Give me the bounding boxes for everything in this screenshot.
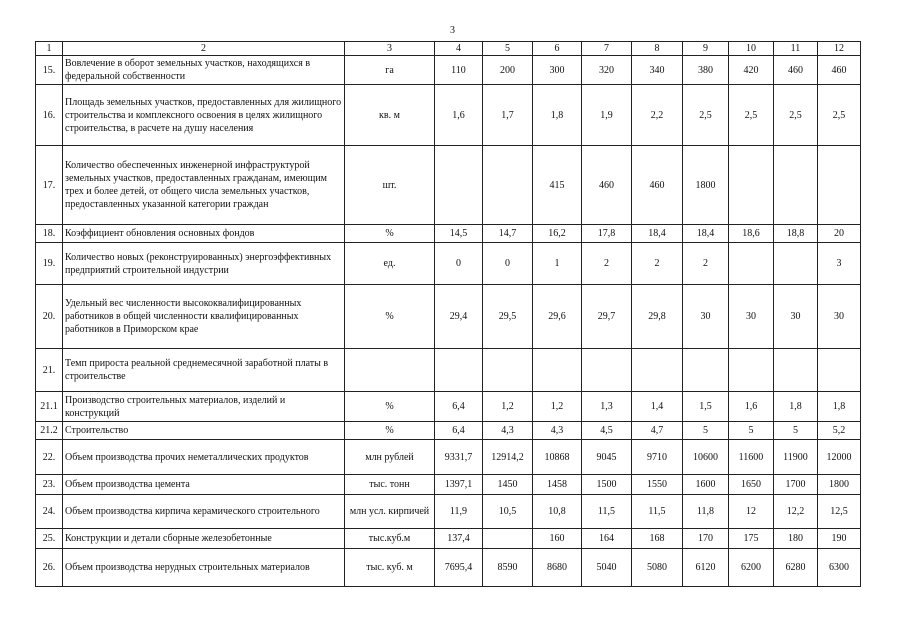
value-cell: 11600 bbox=[729, 440, 774, 475]
header-cell: 6 bbox=[533, 42, 582, 56]
value-cell: 1,8 bbox=[774, 392, 818, 422]
value-cell: 200 bbox=[483, 56, 533, 85]
value-cell: 2 bbox=[632, 243, 683, 285]
indicator-name: Площадь земельных участков, предоставленных для жилищного строительства и комплексного освоения в целях жилищного строительства, в расчете на душу населения bbox=[63, 85, 345, 146]
value-cell: 6280 bbox=[774, 549, 818, 587]
value-cell: 460 bbox=[632, 146, 683, 225]
table-row bbox=[36, 85, 861, 146]
value-cell: 460 bbox=[774, 56, 818, 85]
value-cell: 30 bbox=[774, 285, 818, 349]
header-cell: 9 bbox=[683, 42, 729, 56]
value-cell: 29,6 bbox=[533, 285, 582, 349]
indicators-table bbox=[35, 41, 861, 587]
unit-cell: шт. bbox=[345, 146, 435, 225]
value-cell: 30 bbox=[683, 285, 729, 349]
value-cell: 11,9 bbox=[435, 495, 483, 529]
value-cell: 1800 bbox=[818, 475, 861, 495]
value-cell bbox=[483, 349, 533, 392]
value-cell: 5 bbox=[683, 422, 729, 440]
indicator-name: Вовлечение в оборот земельных участков, находящихся в федеральной собственности bbox=[63, 56, 345, 85]
unit-cell: % bbox=[345, 392, 435, 422]
value-cell bbox=[774, 243, 818, 285]
value-cell: 1458 bbox=[533, 475, 582, 495]
row-number: 21. bbox=[36, 349, 63, 392]
indicator-name: Объем производства цемента bbox=[63, 475, 345, 495]
value-cell bbox=[729, 146, 774, 225]
value-cell: 0 bbox=[435, 243, 483, 285]
value-cell: 2,5 bbox=[729, 85, 774, 146]
value-cell: 168 bbox=[632, 529, 683, 549]
table-row bbox=[36, 285, 861, 349]
unit-cell: млн рублей bbox=[345, 440, 435, 475]
value-cell: 1 bbox=[533, 243, 582, 285]
header-row bbox=[36, 42, 861, 56]
value-cell: 1,6 bbox=[435, 85, 483, 146]
value-cell: 12,2 bbox=[774, 495, 818, 529]
value-cell: 420 bbox=[729, 56, 774, 85]
value-cell: 190 bbox=[818, 529, 861, 549]
value-cell: 2,5 bbox=[774, 85, 818, 146]
row-number: 21.2 bbox=[36, 422, 63, 440]
value-cell: 14,7 bbox=[483, 225, 533, 243]
value-cell: 11,5 bbox=[582, 495, 632, 529]
value-cell: 160 bbox=[533, 529, 582, 549]
value-cell: 415 bbox=[533, 146, 582, 225]
value-cell bbox=[435, 349, 483, 392]
value-cell bbox=[774, 349, 818, 392]
header-cell: 4 bbox=[435, 42, 483, 56]
value-cell: 320 bbox=[582, 56, 632, 85]
value-cell: 2 bbox=[582, 243, 632, 285]
row-number: 26. bbox=[36, 549, 63, 587]
indicator-name: Объем производства нерудных строительных материалов bbox=[63, 549, 345, 587]
table-row bbox=[36, 422, 861, 440]
value-cell: 14,5 bbox=[435, 225, 483, 243]
indicator-name: Темп прироста реальной среднемесячной заработной платы в строительстве bbox=[63, 349, 345, 392]
value-cell: 8590 bbox=[483, 549, 533, 587]
unit-cell: % bbox=[345, 422, 435, 440]
indicator-name: Коэффициент обновления основных фондов bbox=[63, 225, 345, 243]
value-cell: 1700 bbox=[774, 475, 818, 495]
table-row bbox=[36, 529, 861, 549]
value-cell: 12,5 bbox=[818, 495, 861, 529]
value-cell: 5040 bbox=[582, 549, 632, 587]
value-cell: 9331,7 bbox=[435, 440, 483, 475]
value-cell: 30 bbox=[729, 285, 774, 349]
value-cell: 1550 bbox=[632, 475, 683, 495]
value-cell: 460 bbox=[582, 146, 632, 225]
indicator-name: Конструкции и детали сборные железобетонные bbox=[63, 529, 345, 549]
indicator-name: Удельный вес численности высококвалифицированных работников в общей численности квалифицированных работников в Приморском крае bbox=[63, 285, 345, 349]
value-cell: 3 bbox=[818, 243, 861, 285]
value-cell: 10,5 bbox=[483, 495, 533, 529]
value-cell: 6120 bbox=[683, 549, 729, 587]
unit-cell: тыс.куб.м bbox=[345, 529, 435, 549]
value-cell: 1,8 bbox=[533, 85, 582, 146]
row-number: 19. bbox=[36, 243, 63, 285]
value-cell: 2 bbox=[683, 243, 729, 285]
value-cell: 4,7 bbox=[632, 422, 683, 440]
value-cell: 1650 bbox=[729, 475, 774, 495]
value-cell: 1,7 bbox=[483, 85, 533, 146]
header-cell: 5 bbox=[483, 42, 533, 56]
value-cell bbox=[533, 349, 582, 392]
indicator-name: Строительство bbox=[63, 422, 345, 440]
value-cell: 29,8 bbox=[632, 285, 683, 349]
header-cell: 10 bbox=[729, 42, 774, 56]
value-cell: 18,4 bbox=[683, 225, 729, 243]
value-cell bbox=[683, 349, 729, 392]
value-cell bbox=[483, 146, 533, 225]
value-cell: 300 bbox=[533, 56, 582, 85]
value-cell: 4,3 bbox=[533, 422, 582, 440]
value-cell: 1,4 bbox=[632, 392, 683, 422]
value-cell: 460 bbox=[818, 56, 861, 85]
value-cell bbox=[435, 146, 483, 225]
value-cell: 17,8 bbox=[582, 225, 632, 243]
value-cell: 164 bbox=[582, 529, 632, 549]
value-cell: 1,8 bbox=[818, 392, 861, 422]
header-cell: 7 bbox=[582, 42, 632, 56]
row-number: 25. bbox=[36, 529, 63, 549]
value-cell: 5 bbox=[729, 422, 774, 440]
value-cell: 9045 bbox=[582, 440, 632, 475]
value-cell: 1500 bbox=[582, 475, 632, 495]
value-cell: 175 bbox=[729, 529, 774, 549]
table-row bbox=[36, 349, 861, 392]
value-cell: 340 bbox=[632, 56, 683, 85]
value-cell: 5 bbox=[774, 422, 818, 440]
value-cell: 1,6 bbox=[729, 392, 774, 422]
value-cell: 1800 bbox=[683, 146, 729, 225]
indicator-name: Количество обеспеченных инженерной инфраструктурой земельных участков, предоставленных гражданам, имеющим трех и более детей, от общего числа земельных участков, предоставленных указанной категории граждан bbox=[63, 146, 345, 225]
value-cell bbox=[818, 146, 861, 225]
value-cell: 180 bbox=[774, 529, 818, 549]
unit-cell: га bbox=[345, 56, 435, 85]
row-number: 18. bbox=[36, 225, 63, 243]
indicator-name: Объем производства прочих неметаллических продуктов bbox=[63, 440, 345, 475]
table-row bbox=[36, 549, 861, 587]
value-cell: 5080 bbox=[632, 549, 683, 587]
header-cell: 8 bbox=[632, 42, 683, 56]
header-cell: 12 bbox=[818, 42, 861, 56]
value-cell: 6,4 bbox=[435, 422, 483, 440]
value-cell: 20 bbox=[818, 225, 861, 243]
value-cell: 10868 bbox=[533, 440, 582, 475]
value-cell: 11900 bbox=[774, 440, 818, 475]
value-cell: 11,8 bbox=[683, 495, 729, 529]
header-cell: 11 bbox=[774, 42, 818, 56]
row-number: 23. bbox=[36, 475, 63, 495]
value-cell: 9710 bbox=[632, 440, 683, 475]
value-cell: 4,3 bbox=[483, 422, 533, 440]
value-cell: 6200 bbox=[729, 549, 774, 587]
table-row bbox=[36, 56, 861, 85]
value-cell: 4,5 bbox=[582, 422, 632, 440]
value-cell: 11,5 bbox=[632, 495, 683, 529]
value-cell bbox=[729, 243, 774, 285]
value-cell: 12914,2 bbox=[483, 440, 533, 475]
value-cell: 8680 bbox=[533, 549, 582, 587]
table-row bbox=[36, 475, 861, 495]
value-cell: 10,8 bbox=[533, 495, 582, 529]
page-number: 3 bbox=[450, 25, 455, 36]
value-cell: 0 bbox=[483, 243, 533, 285]
value-cell: 29,4 bbox=[435, 285, 483, 349]
row-number: 16. bbox=[36, 85, 63, 146]
value-cell: 6,4 bbox=[435, 392, 483, 422]
indicator-name: Количество новых (реконструированных) энергоэффективных предприятий строительной индустрии bbox=[63, 243, 345, 285]
row-number: 24. bbox=[36, 495, 63, 529]
value-cell bbox=[818, 349, 861, 392]
unit-cell: ед. bbox=[345, 243, 435, 285]
value-cell: 1,3 bbox=[582, 392, 632, 422]
value-cell: 12000 bbox=[818, 440, 861, 475]
value-cell: 1450 bbox=[483, 475, 533, 495]
value-cell bbox=[729, 349, 774, 392]
value-cell: 2,2 bbox=[632, 85, 683, 146]
value-cell: 12 bbox=[729, 495, 774, 529]
value-cell: 1,2 bbox=[483, 392, 533, 422]
unit-cell: % bbox=[345, 285, 435, 349]
value-cell: 1,2 bbox=[533, 392, 582, 422]
value-cell: 1600 bbox=[683, 475, 729, 495]
value-cell: 2,5 bbox=[683, 85, 729, 146]
value-cell: 18,6 bbox=[729, 225, 774, 243]
header-cell: 1 bbox=[36, 42, 63, 56]
header-cell: 2 bbox=[63, 42, 345, 56]
value-cell: 16,2 bbox=[533, 225, 582, 243]
row-number: 21.1 bbox=[36, 392, 63, 422]
indicator-name: Производство строительных материалов, изделий и конструкций bbox=[63, 392, 345, 422]
indicator-name: Объем производства кирпича керамического строительного bbox=[63, 495, 345, 529]
row-number: 17. bbox=[36, 146, 63, 225]
unit-cell: тыс. тонн bbox=[345, 475, 435, 495]
value-cell: 110 bbox=[435, 56, 483, 85]
value-cell bbox=[483, 529, 533, 549]
unit-cell: тыс. куб. м bbox=[345, 549, 435, 587]
unit-cell: кв. м bbox=[345, 85, 435, 146]
unit-cell: % bbox=[345, 225, 435, 243]
table-row bbox=[36, 392, 861, 422]
unit-cell: млн усл. кирпичей bbox=[345, 495, 435, 529]
value-cell bbox=[774, 146, 818, 225]
table-body bbox=[36, 42, 861, 587]
row-number: 22. bbox=[36, 440, 63, 475]
table-row bbox=[36, 146, 861, 225]
header-cell: 3 bbox=[345, 42, 435, 56]
table-row bbox=[36, 495, 861, 529]
value-cell: 29,7 bbox=[582, 285, 632, 349]
value-cell: 7695,4 bbox=[435, 549, 483, 587]
value-cell: 2,5 bbox=[818, 85, 861, 146]
value-cell: 1,5 bbox=[683, 392, 729, 422]
value-cell: 137,4 bbox=[435, 529, 483, 549]
value-cell: 170 bbox=[683, 529, 729, 549]
value-cell: 1397,1 bbox=[435, 475, 483, 495]
unit-cell bbox=[345, 349, 435, 392]
table-row bbox=[36, 440, 861, 475]
value-cell: 30 bbox=[818, 285, 861, 349]
value-cell: 18,4 bbox=[632, 225, 683, 243]
value-cell: 380 bbox=[683, 56, 729, 85]
value-cell: 1,9 bbox=[582, 85, 632, 146]
value-cell: 29,5 bbox=[483, 285, 533, 349]
value-cell: 6300 bbox=[818, 549, 861, 587]
value-cell bbox=[582, 349, 632, 392]
row-number: 20. bbox=[36, 285, 63, 349]
value-cell: 5,2 bbox=[818, 422, 861, 440]
table-row bbox=[36, 225, 861, 243]
value-cell: 18,8 bbox=[774, 225, 818, 243]
value-cell bbox=[632, 349, 683, 392]
row-number: 15. bbox=[36, 56, 63, 85]
table-row bbox=[36, 243, 861, 285]
value-cell: 10600 bbox=[683, 440, 729, 475]
